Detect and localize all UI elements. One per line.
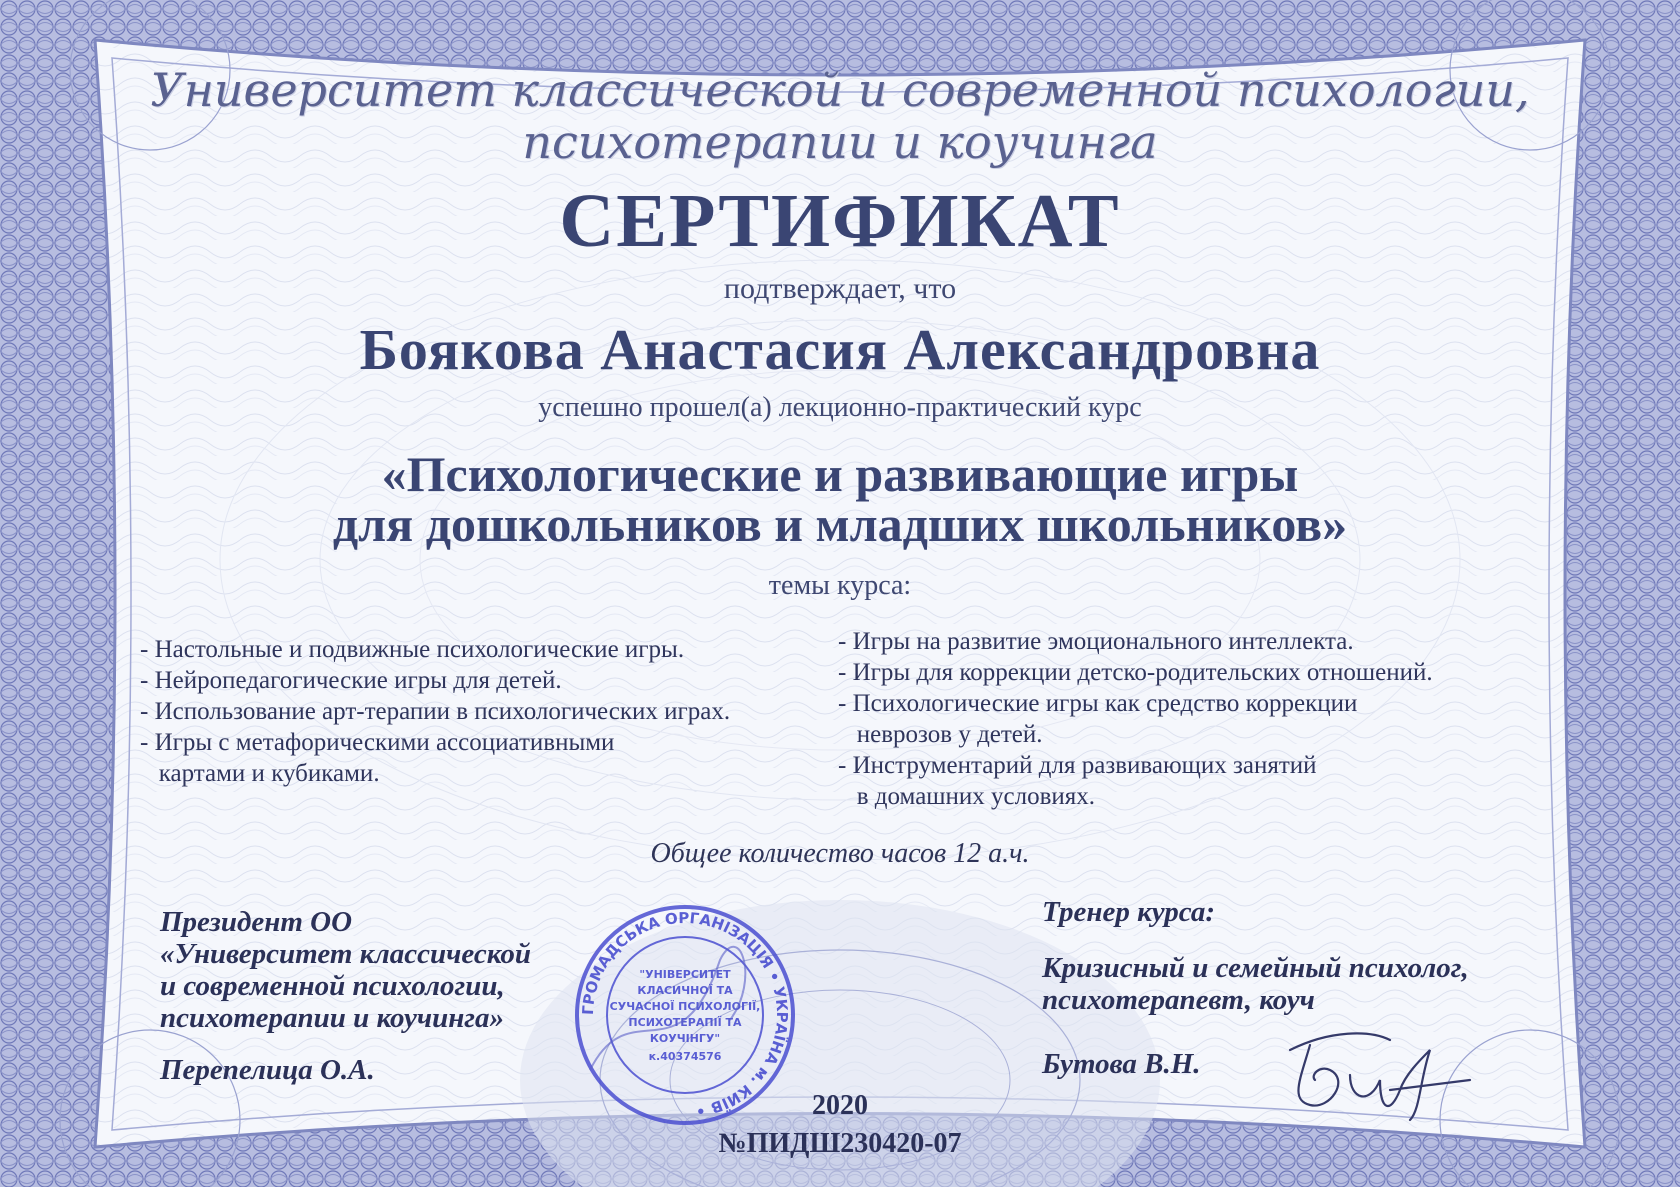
president-org-line2: и современной психологии, <box>160 970 505 1002</box>
university-heading-line2: психотерапии и коучинга <box>522 115 1158 169</box>
trainer-label: Тренер курса: <box>1042 896 1216 928</box>
svg-text:ГРОМАДСЬКА ОРГАНІЗАЦІЯ • УКРАЇ <box>579 909 791 1120</box>
list-item: - Использование арт-терапии в психологических играх. <box>140 698 731 725</box>
university-heading-line1: Университет классической и современной психологии, <box>150 63 1530 117</box>
list-item: - Нейропедагогические игры для детей. <box>140 667 562 694</box>
document-number: №ПИДШ230420-07 <box>718 1128 962 1159</box>
president-org-line1: «Университет классической <box>160 938 531 970</box>
president-org-line3: психотерапии и коучинга» <box>160 1002 505 1034</box>
stamp-inner-line: КОУЧІНГУ" <box>649 1032 721 1045</box>
recipient-name: Боякова Анастасия Александровна <box>359 317 1321 382</box>
course-title-line1: «Психологические и развивающие игры <box>381 446 1299 502</box>
stamp-inner-line: к.40374576 <box>648 1050 722 1063</box>
certificate-title: СЕРТИФИКАТ <box>559 179 1121 263</box>
topics-left-list <box>140 634 730 789</box>
topics-label: темы курса: <box>768 570 912 601</box>
trainer-role-line1: Кризисный и семейный психолог, <box>1042 952 1469 984</box>
president-title: Президент ОО <box>160 906 353 938</box>
list-item: - Психологические игры как средство коррекции <box>838 690 1358 717</box>
topics-right-list <box>838 626 1433 812</box>
stamp-outer-text: ГРОМАДСЬКА ОРГАНІЗАЦІЯ • УКРАЇНА м. КИЇВ • <box>578 908 792 1121</box>
year: 2020 <box>812 1090 868 1121</box>
president-name: Перепелица О.А. <box>160 1054 375 1086</box>
trainer-role-block <box>1042 952 1469 1016</box>
president-block <box>160 906 531 1034</box>
stamp-inner-line: КЛАСИЧНОЇ ТА <box>637 984 733 997</box>
stamp-inner-line: ПСИХОТЕРАПІЇ ТА <box>628 1016 742 1029</box>
list-item: - Инструментарий для развивающих занятий <box>838 752 1317 779</box>
trainer-role-line2: психотерапевт, коуч <box>1042 984 1315 1016</box>
list-item: - Игры на развитие эмоционального интеллекта. <box>838 628 1354 655</box>
list-item: неврозов у детей. <box>838 721 1043 748</box>
confirms-text: подтверждает, что <box>723 272 957 305</box>
trainer-name: Бутова В.Н. <box>1042 1048 1201 1080</box>
list-item: - Игры с метафорическими ассоциативными <box>140 729 615 756</box>
stamp-inner-line: СУЧАСНОЇ ПСИХОЛОГІЇ, <box>609 1000 761 1013</box>
total-hours: Общее количество часов 12 а.ч. <box>650 838 1030 869</box>
list-item: в домашних условиях. <box>838 783 1096 810</box>
list-item: картами и кубиками. <box>140 760 380 787</box>
course-title-line2: для дошкольников и младших школьников» <box>332 496 1348 552</box>
stamp-inner-line: "УНІВЕРСИТЕТ <box>639 968 731 981</box>
list-item: - Настольные и подвижные психологические игры. <box>140 636 685 663</box>
completed-text: успешно прошел(а) лекционно-практический курс <box>538 392 1142 423</box>
list-item: - Игры для коррекции детско-родительских отношений. <box>838 659 1433 686</box>
